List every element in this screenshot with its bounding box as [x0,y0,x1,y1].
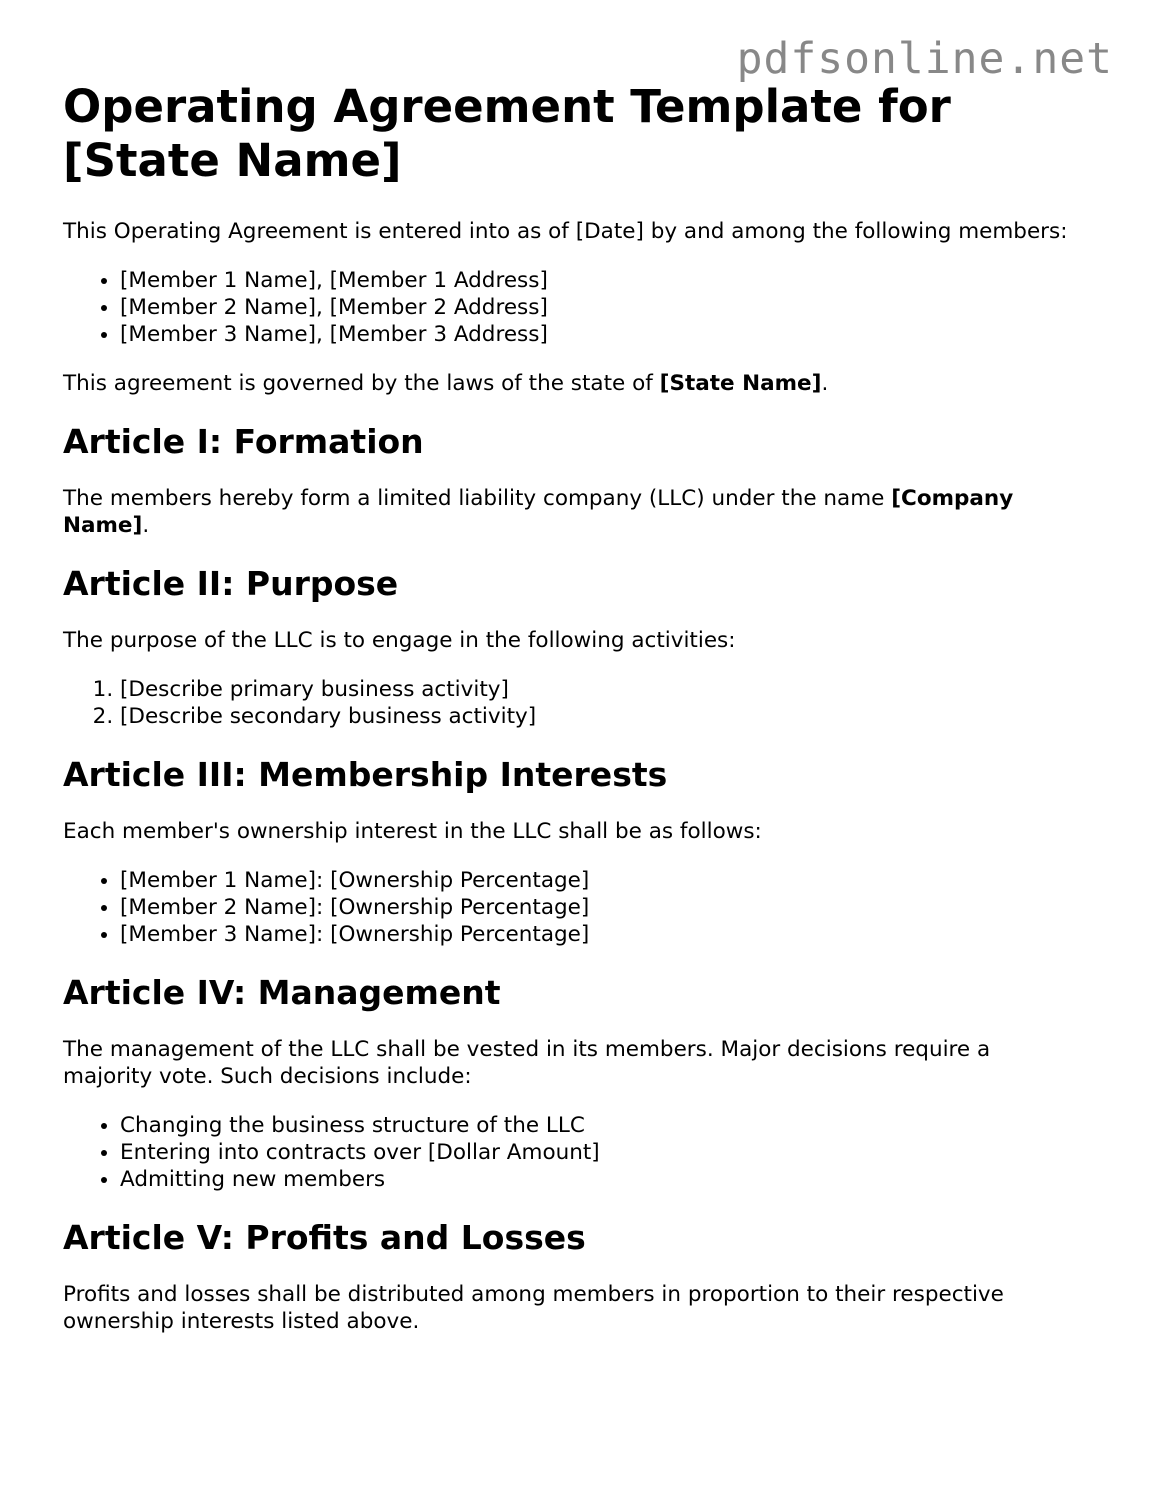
list-item: • [Member 2 Name]: [Ownership Percentage] [120,894,1073,921]
article-1-text: The members hereby form a limited liability company (LLC) under the name [63,486,892,511]
article-4-paragraph: The management of the LLC shall be vested in its members. Major decisions require a majority vote. Such decisions include: [63,1037,991,1089]
list-item: • [Member 1 Name]: [Ownership Percentage] [120,867,1073,894]
list-item: • Changing the business structure of the LLC [120,1112,1073,1139]
governing-state-name: [State Name] [659,371,822,396]
activities-list [63,676,1073,730]
list-item: 1. [Describe primary business activity] [120,676,1073,703]
list-item: • Admitting new members [120,1166,1073,1193]
article-2-heading: Article II: Purpose [63,564,399,603]
list-item: 2. [Describe secondary business activity] [120,703,1073,730]
document-title: Operating Agreement Template for [State Name] [63,80,951,187]
article-1-paragraph [63,485,1073,539]
article-5-paragraph: Profits and losses shall be distributed among members in proportion to their respective ownership interests listed above. [63,1282,1004,1334]
article-1-company-name: [Company Name] [63,486,1014,538]
list-item: • [Member 3 Name], [Member 3 Address] [120,321,1073,348]
list-item: • [Member 3 Name]: [Ownership Percentage] [120,921,1073,948]
decisions-list [63,1112,1073,1193]
list-item: • Entering into contracts over [Dollar Amount] [120,1139,1073,1166]
intro-paragraph: This Operating Agreement is entered into as of [Date] by and among the following members: [63,219,1068,244]
members-list [63,267,1073,348]
article-3-heading: Article III: Membership Interests [63,755,668,794]
article-4-heading: Article IV: Management [63,973,501,1012]
ownership-list [63,867,1073,948]
article-1-end: . [142,513,150,538]
article-5-heading: Article V: Profits and Losses [63,1218,586,1257]
article-3-paragraph: Each member's ownership interest in the LLC shall be as follows: [63,819,762,844]
article-1-heading: Article I: Formation [63,422,424,461]
governing-end: . [821,371,829,396]
governing-text: This agreement is governed by the laws of the state of [63,371,660,396]
document-page [63,80,1073,1357]
governing-law-paragraph [63,370,1073,397]
watermark: pdfsonline.net [736,34,1113,84]
list-item: • [Member 1 Name], [Member 1 Address] [120,267,1073,294]
list-item: • [Member 2 Name], [Member 2 Address] [120,294,1073,321]
article-2-paragraph: The purpose of the LLC is to engage in the following activities: [63,628,736,653]
